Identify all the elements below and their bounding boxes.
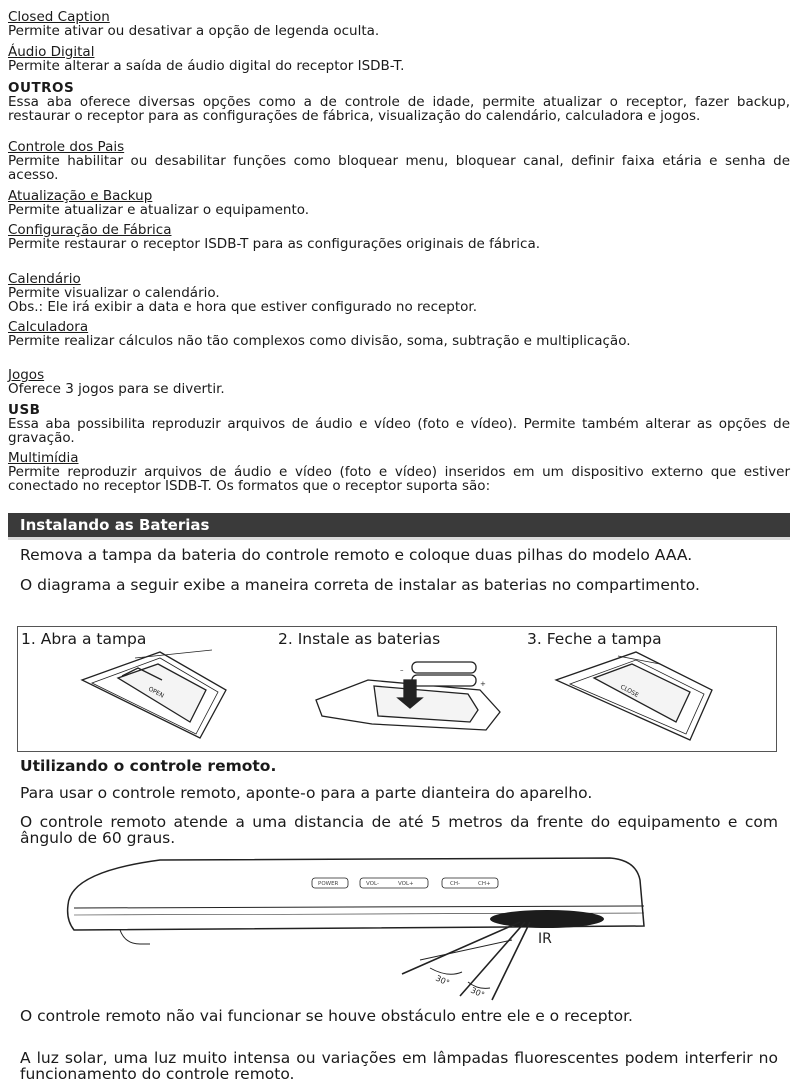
section-title: Áudio Digital <box>8 44 95 60</box>
outros-intro: Essa aba oferece diversas opções como a de controle de idade, permite atualizar o receptor, fazer backup, restaurar o receptor para as configurações de fábrica, visualização do calendário, calculadora e jogos. <box>8 94 790 124</box>
ir-window <box>490 910 604 928</box>
item-title: Atualização e Backup <box>8 188 153 204</box>
baterias-paragraph-2: O diagrama a seguir exibe a maneira correta de instalar as baterias no compartimento. <box>20 576 700 594</box>
item-title: Calculadora <box>8 319 89 335</box>
remoto-paragraph-3: O controle remoto não vai funcionar se houve obstáculo entre ele e o receptor. <box>20 1007 633 1025</box>
item-text: Permite visualizar o calendário. <box>8 285 220 301</box>
item-text: Oferece 3 jogos para se divertir. <box>8 381 225 397</box>
step-1-label: 1. Abra a tampa <box>21 630 147 648</box>
outros-heading: OUTROS <box>8 80 75 96</box>
item-title: Calendário <box>8 271 81 287</box>
vol-plus-label: VOL+ <box>398 881 414 887</box>
item-title: Controle dos Pais <box>8 139 125 155</box>
lid-open-text: OPEN <box>147 685 166 700</box>
remote-closed-lid-illustration <box>556 652 712 740</box>
item-text: Permite realizar cálculos não tão complexos como divisão, soma, subtração e multiplicação. <box>8 333 631 349</box>
vol-minus-label: VOL- <box>366 881 379 887</box>
item-text: Permite atualizar e atualizar o equipamento. <box>8 202 310 218</box>
item-title: Jogos <box>8 367 45 383</box>
baterias-paragraph-1: Remova a tampa da bateria do controle remoto e coloque duas pilhas do modelo AAA. <box>20 546 693 564</box>
power-button-label: POWER <box>318 881 339 887</box>
step-2-label: 2. Instale as baterias <box>278 630 441 648</box>
lid-close-text: CLOSE <box>619 683 640 699</box>
item-text: Permite restaurar o receptor ISDB-T para as configurações originais de fábrica. <box>8 236 541 252</box>
usb-intro: Essa aba possibilita reproduzir arquivos de áudio e vídeo (foto e vídeo). Permite também alterar as opções de gravação. <box>8 416 790 446</box>
item-title: Multimídia <box>8 450 79 466</box>
section-text: Permite ativar ou desativar a opção de legenda oculta. <box>8 23 380 39</box>
remoto-heading: Utilizando o controle remoto. <box>20 757 277 775</box>
angle-left-label: 30° <box>434 973 451 988</box>
battery-minus-mark: – <box>400 666 404 674</box>
ir-label: IR <box>538 931 552 947</box>
usb-heading: USB <box>8 402 41 418</box>
ch-minus-label: CH- <box>450 881 460 887</box>
remote-batteries-illustration <box>316 662 500 730</box>
remoto-paragraph-1: Para usar o controle remoto, aponte-o para a parte dianteira do aparelho. <box>20 784 593 802</box>
item-text: Permite reproduzir arquivos de áudio e vídeo (foto e vídeo) inseridos em um dispositivo externo que estiver conectado no receptor ISDB-T. Os formatos que o receptor suporta são: <box>8 464 790 494</box>
battery-plus-mark: + <box>480 680 486 688</box>
section-text: Permite alterar a saída de áudio digital do receptor ISDB-T. <box>8 58 405 74</box>
item-title: Configuração de Fábrica <box>8 222 172 238</box>
angle-right-label: 30° <box>469 985 486 1000</box>
banner-title: Instalando as Baterias <box>20 516 210 534</box>
receiver-device-illustration <box>68 858 644 1000</box>
ch-plus-label: CH+ <box>478 881 491 887</box>
item-text: Permite habilitar ou desabilitar funções como bloquear menu, bloquear canal, definir faixa etária e senha de acesso. <box>8 153 790 183</box>
remoto-paragraph-2: O controle remoto atende a uma distancia de até 5 metros da frente do equipamento e com ângulo de 60 graus. <box>20 813 778 847</box>
remoto-paragraph-4: A luz solar, uma luz muito intensa ou variações em lâmpadas fluorescentes podem interferir no funcionamento do controle remoto. <box>20 1049 778 1083</box>
remote-open-lid-illustration <box>82 650 226 738</box>
section-title: Closed Caption <box>8 9 110 25</box>
item-note: Obs.: Ele irá exibir a data e hora que estiver configurado no receptor. <box>8 299 478 315</box>
step-3-label: 3. Feche a tampa <box>527 630 662 648</box>
